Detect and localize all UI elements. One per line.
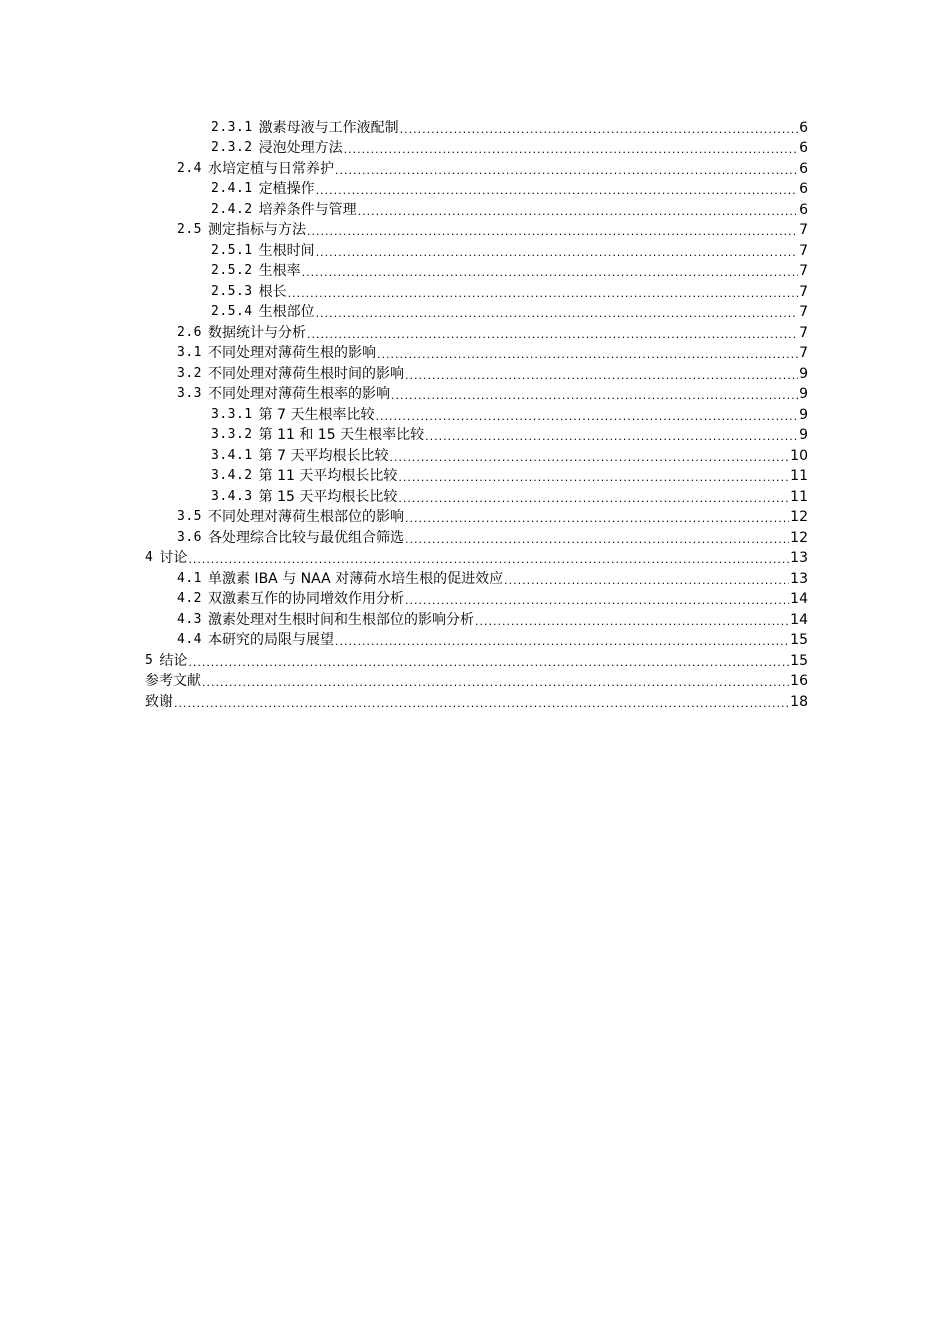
toc-entry[interactable] xyxy=(145,280,808,301)
toc-dot-leader xyxy=(400,123,798,137)
toc-entry[interactable] xyxy=(145,444,808,465)
toc-entry[interactable] xyxy=(145,670,808,691)
toc-entry-title: 激素处理对生根时间和生根部位的影响分析 xyxy=(207,611,474,628)
toc-entry[interactable] xyxy=(145,301,808,322)
toc-entry-page-number: 7 xyxy=(799,345,808,361)
toc-entry-title: 不同处理对薄荷生根的影响 xyxy=(207,345,376,361)
toc-entry-page-number: 7 xyxy=(799,242,808,259)
toc-entry[interactable] xyxy=(145,321,808,342)
toc-entry-title: 第 11 和 15 天生根率比较 xyxy=(258,427,425,443)
toc-entry-title: 第 11 天平均根长比较 xyxy=(258,468,398,484)
toc-entry-page-number: 18 xyxy=(790,693,808,710)
toc-dot-leader xyxy=(316,307,798,321)
toc-entry-title: 生根时间 xyxy=(258,242,315,259)
toc-entry-page-number: 11 xyxy=(790,488,808,505)
toc-dot-leader xyxy=(377,348,798,362)
toc-entry-page-number: 6 xyxy=(799,119,808,136)
toc-entry[interactable] xyxy=(145,547,808,568)
toc-entry-page-number: 9 xyxy=(799,406,808,423)
toc-entry-number: 4.2 xyxy=(177,591,202,606)
toc-entry-title: 培养条件与管理 xyxy=(258,201,357,218)
toc-entry-page-number: 7 xyxy=(799,304,808,320)
toc-entry-page-number: 10 xyxy=(790,447,808,464)
toc-entry-title: 测定指标与方法 xyxy=(207,222,306,238)
toc-entry-page-number: 11 xyxy=(790,468,808,484)
toc-dot-leader xyxy=(405,533,789,547)
toc-entry[interactable] xyxy=(145,567,808,588)
toc-dot-leader xyxy=(405,512,789,526)
toc-dot-leader xyxy=(398,471,789,485)
toc-dot-leader xyxy=(405,594,789,608)
toc-entry-page-number: 7 xyxy=(799,263,808,279)
toc-dot-leader xyxy=(188,553,789,567)
toc-entry-page-number: 7 xyxy=(799,222,808,238)
toc-entry-title: 参考文献 xyxy=(145,673,201,689)
toc-entry-number: 4.4 xyxy=(177,632,202,647)
toc-entry[interactable] xyxy=(145,342,808,363)
toc-entry-page-number: 12 xyxy=(790,529,808,546)
toc-entry[interactable] xyxy=(145,629,808,650)
toc-entry-title: 激素母液与工作液配制 xyxy=(258,119,399,136)
toc-entry[interactable] xyxy=(145,198,808,219)
toc-entry-title: 定植操作 xyxy=(258,181,315,197)
toc-entry-title: 根长 xyxy=(258,283,287,300)
toc-entry-title: 致谢 xyxy=(145,693,173,710)
toc-dot-leader xyxy=(316,184,798,198)
toc-entry-page-number: 15 xyxy=(790,632,808,648)
toc-entry-number: 4.3 xyxy=(177,611,202,627)
toc-entry-title: 不同处理对薄荷生根率的影响 xyxy=(207,386,390,402)
toc-dot-leader xyxy=(344,143,798,157)
toc-entry-title: 不同处理对薄荷生根部位的影响 xyxy=(207,509,404,525)
toc-entry-page-number: 15 xyxy=(790,652,808,669)
toc-entry-number: 2.5 xyxy=(177,222,202,237)
toc-entry-title: 不同处理对薄荷生根时间的影响 xyxy=(207,365,404,382)
toc-entry-page-number: 16 xyxy=(790,673,808,689)
toc-entry-number: 2.5.3 xyxy=(211,283,253,299)
toc-entry-page-number: 14 xyxy=(790,591,808,607)
toc-entry-number: 2.4.2 xyxy=(211,201,253,217)
toc-entry-number: 4.1 xyxy=(177,570,202,586)
toc-dot-leader xyxy=(358,205,798,219)
toc-dot-leader xyxy=(398,492,789,506)
toc-entry-page-number: 6 xyxy=(799,140,808,156)
toc-entry[interactable] xyxy=(145,116,808,137)
toc-entry-number: 2.4.1 xyxy=(211,181,253,196)
toc-entry[interactable] xyxy=(145,465,808,486)
toc-dot-leader xyxy=(307,225,798,239)
toc-dot-leader xyxy=(288,287,798,301)
toc-entry[interactable] xyxy=(145,588,808,609)
toc-entry[interactable] xyxy=(145,649,808,670)
toc-dot-leader xyxy=(316,246,798,260)
toc-entry-title: 讨论 xyxy=(159,550,188,566)
toc-entry[interactable] xyxy=(145,403,808,424)
toc-entry-number: 2.5.4 xyxy=(211,304,253,319)
toc-entry-number: 3.3.1 xyxy=(211,406,253,422)
table-of-contents xyxy=(145,116,808,711)
toc-entry-number: 3.2 xyxy=(177,365,202,381)
toc-entry-number: 3.4.1 xyxy=(211,447,253,463)
toc-entry-page-number: 6 xyxy=(799,160,808,177)
toc-entry-number: 3.3 xyxy=(177,386,202,401)
toc-entry-number: 3.3.2 xyxy=(211,427,253,442)
toc-dot-leader xyxy=(174,697,789,711)
toc-entry-title: 单激素 IBA 与 NAA 对薄荷水培生根的促进效应 xyxy=(207,570,504,587)
toc-entry[interactable] xyxy=(145,383,808,404)
toc-entry[interactable] xyxy=(145,157,808,178)
toc-entry-page-number: 9 xyxy=(799,365,808,382)
toc-entry-title: 生根率 xyxy=(258,263,301,279)
toc-entry[interactable] xyxy=(145,424,808,445)
toc-entry[interactable] xyxy=(145,608,808,629)
toc-entry[interactable] xyxy=(145,690,808,711)
toc-dot-leader xyxy=(335,164,798,178)
toc-entry-page-number: 7 xyxy=(799,283,808,300)
toc-entry[interactable] xyxy=(145,506,808,527)
toc-entry-number: 3.5 xyxy=(177,509,202,524)
toc-entry[interactable] xyxy=(145,219,808,240)
toc-entry-page-number: 9 xyxy=(799,427,808,443)
toc-entry-title: 本研究的局限与展望 xyxy=(207,632,334,648)
toc-entry-number: 3.4.2 xyxy=(211,468,253,483)
toc-dot-leader xyxy=(504,574,789,588)
toc-entry-title: 生根部位 xyxy=(258,304,315,320)
toc-entry-title: 水培定植与日常养护 xyxy=(207,160,334,177)
toc-entry-title: 各处理综合比较与最优组合筛选 xyxy=(207,529,404,546)
toc-entry[interactable] xyxy=(145,260,808,281)
toc-dot-leader xyxy=(188,656,789,670)
toc-entry-title: 数据统计与分析 xyxy=(207,324,306,341)
toc-dot-leader xyxy=(307,328,798,342)
toc-entry-number: 2.5.2 xyxy=(211,263,253,278)
toc-entry-number: 3.6 xyxy=(177,529,202,545)
toc-entry-number: 2.5.1 xyxy=(211,242,253,258)
toc-dot-leader xyxy=(425,430,798,444)
toc-dot-leader xyxy=(202,676,789,690)
toc-dot-leader xyxy=(389,451,789,465)
toc-entry-page-number: 13 xyxy=(790,570,808,587)
toc-entry-number: 3.4.3 xyxy=(211,488,253,504)
toc-entry[interactable] xyxy=(145,178,808,199)
toc-entry-page-number: 13 xyxy=(790,550,808,566)
toc-dot-leader xyxy=(375,410,798,424)
toc-entry-page-number: 6 xyxy=(799,181,808,197)
toc-entry-number: 5 xyxy=(145,652,154,668)
toc-entry-title: 浸泡处理方法 xyxy=(258,140,343,156)
toc-dot-leader xyxy=(475,615,789,629)
toc-entry[interactable] xyxy=(145,239,808,260)
toc-entry-number: 3.1 xyxy=(177,345,202,360)
toc-entry-title: 双激素互作的协同增效作用分析 xyxy=(207,591,404,607)
toc-entry-number: 2.3.1 xyxy=(211,119,253,135)
toc-dot-leader xyxy=(302,266,798,280)
toc-entry-title: 第 7 天平均根长比较 xyxy=(258,447,389,464)
toc-entry-number: 2.3.2 xyxy=(211,140,253,155)
toc-entry-number: 4 xyxy=(145,550,154,565)
toc-entry-title: 第 15 天平均根长比较 xyxy=(258,488,398,505)
toc-entry-number: 2.4 xyxy=(177,160,202,176)
toc-entry-title: 结论 xyxy=(159,652,188,669)
toc-dot-leader xyxy=(335,635,789,649)
toc-entry-page-number: 12 xyxy=(790,509,808,525)
toc-entry-number: 2.6 xyxy=(177,324,202,340)
toc-dot-leader xyxy=(405,369,798,383)
toc-entry[interactable] xyxy=(145,485,808,506)
toc-entry-page-number: 14 xyxy=(790,611,808,628)
toc-entry[interactable] xyxy=(145,137,808,158)
toc-entry-page-number: 6 xyxy=(799,201,808,218)
toc-entry-page-number: 9 xyxy=(799,386,808,402)
toc-entry-title: 第 7 天生根率比较 xyxy=(258,406,375,423)
toc-entry-page-number: 7 xyxy=(799,324,808,341)
toc-entry[interactable] xyxy=(145,526,808,547)
toc-entry[interactable] xyxy=(145,362,808,383)
toc-dot-leader xyxy=(391,389,798,403)
